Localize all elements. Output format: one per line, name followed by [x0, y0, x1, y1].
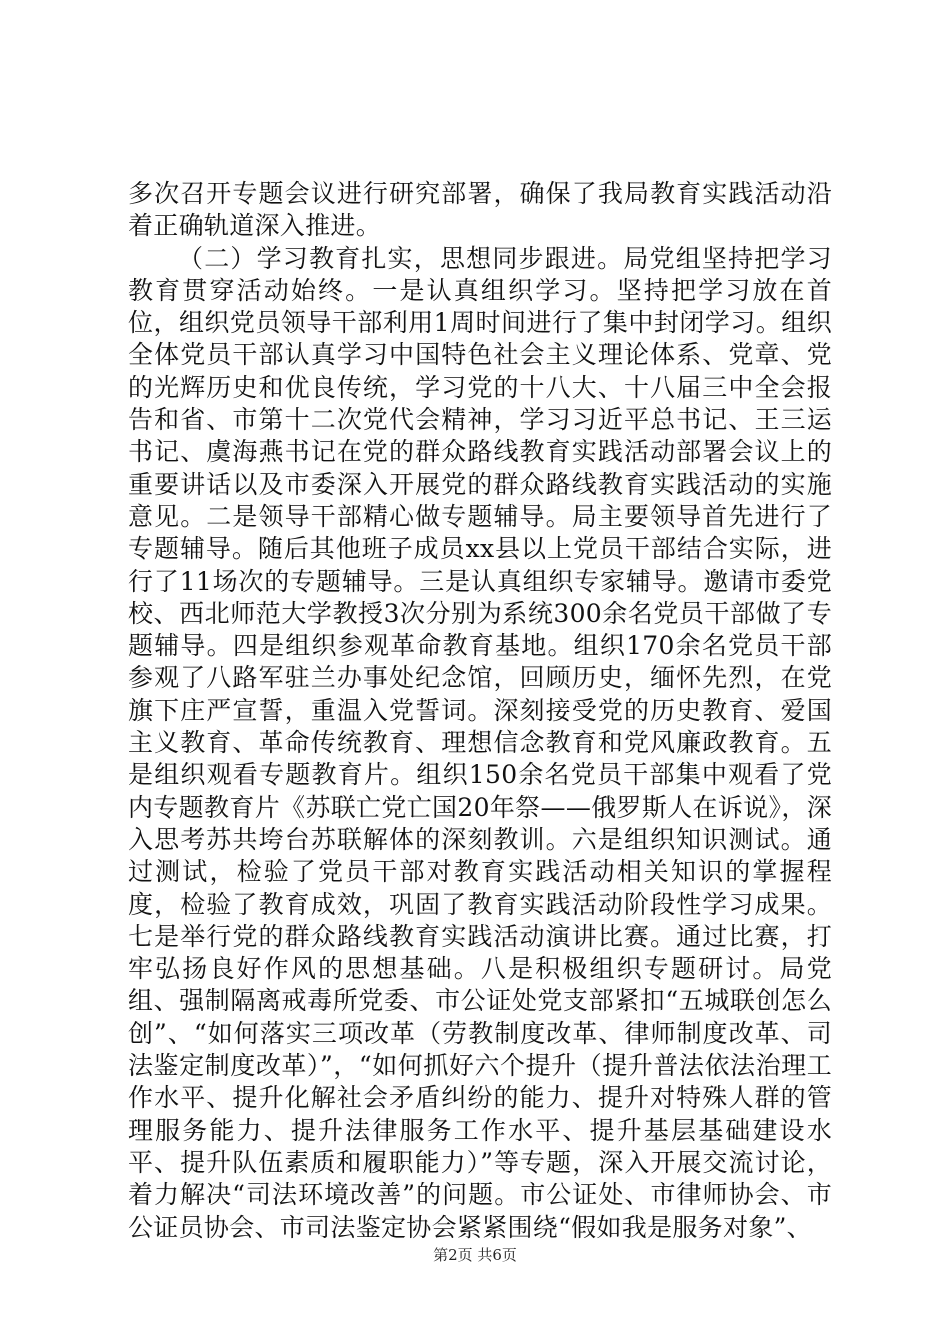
document-body — [128, 178, 832, 1244]
paragraph-continuation: 多次召开专题会议进行研究部署，确保了我局教育实践活动沿着正确轨道深入推进。 — [128, 179, 832, 241]
paragraph-study-education: （二）学习教育扎实，思想同步跟进。局党组坚持把学习教育贯穿活动始终。一是认真组织学习。坚持把学习放在首位，组织党员领导干部利用1周时间进行了集中封闭学习。组织全体党员干部认真学习中国特色社会主义理论体系、党章、党的光辉历史和优良传统，学习党的十八大、十八届三中全会报告和省、市第十二次党代会精神，学习习近平总书记、王三运书记、虞海燕书记在党的群众路线教育实践活动部署会议上的重要讲话以及市委深入开展党的群众路线教育实践活动的实施意见。二是领导干部精心做专题辅导。局主要领导首先进行了专题辅导。随后其他班子成员xx县以上党员干部结合实际，进行了11场次的专题辅导。三是认真组织专家辅导。邀请市委党校、西北师范大学教授3次分别为系统300余名党员干部做了专题辅导。四是组织参观革命教育基地。组织170余名党员干部参观了八路军驻兰办事处纪念馆，回顾历史，缅怀先烈，在党旗下庄严宣誓，重温入党誓词。深刻接受党的历史教育、爱国主义教育、革命传统教育、理想信念教育和党风廉政教育。五是组织观看专题教育片。组织150余名党员干部集中观看了党内专题教育片《苏联亡党亡国20年祭——俄罗斯人在诉说》，深入思考苏共垮台苏联解体的深刻教训。六是组织知识测试。通过测试，检验了党员干部对教育实践活动相关知识的掌握程度，检验了教育成效，巩固了教育实践活动阶段性学习成果。七是举行党的群众路线教育实践活动演讲比赛。通过比赛，打牢弘扬良好作风的思想基础。八是积极组织专题研讨。局党组、强制隔离戒毒所党委、市公证处党支部紧扣“五城联创怎么创”、“如何落实三项改革（劳教制度改革、律师制度改革、司法鉴定制度改革）”，“如何抓好六个提升（提升普法依法治理工作水平、提升化解社会矛盾纠纷的能力、提升对特殊人群的管理服务能力、提升法律服务工作水平、提升基层基础建设水平、提升队伍素质和履职能力）”等专题，深入开展交流讨论，着力解决“司法环境改善”的问题。市公证处、市律师协会、市公证员协会、市司法鉴定协会紧紧围绕“假如我是服务对象”、 — [128, 243, 832, 1242]
page-footer: 第2页 共6页 — [433, 1246, 517, 1264]
